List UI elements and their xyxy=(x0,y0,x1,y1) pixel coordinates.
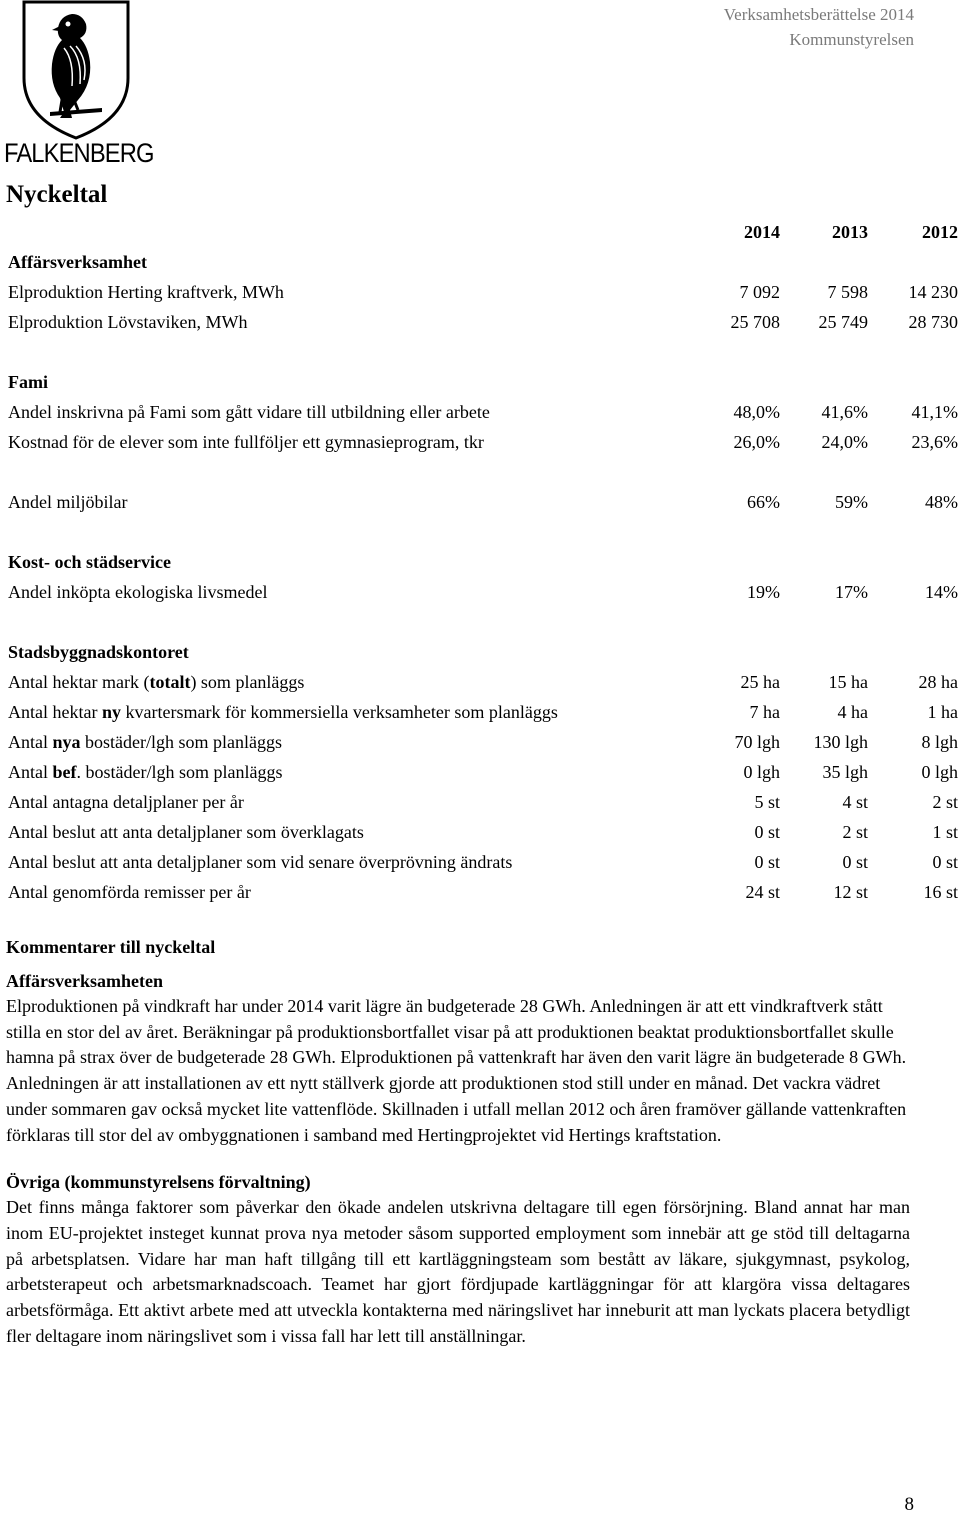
value-2014: 48,0% xyxy=(733,402,780,422)
value-2014: 25 708 xyxy=(730,312,780,332)
section-heading: Fami xyxy=(8,372,48,392)
row-label-post: bostäder/lgh som planläggs xyxy=(80,732,282,752)
comments-heading: Kommentarer till nyckeltal xyxy=(6,937,216,957)
spacer-row xyxy=(8,457,958,487)
table-row xyxy=(8,817,958,847)
value-2012: 48% xyxy=(925,492,958,512)
row-label-pre: Antal xyxy=(8,762,53,782)
value-2014: 70 lgh xyxy=(734,732,780,752)
table-row xyxy=(8,277,958,307)
value-2014: 7 092 xyxy=(739,282,780,302)
document-header xyxy=(724,2,914,52)
spacer-row xyxy=(8,607,958,637)
municipality-logo-text: FALKENBERG xyxy=(4,138,154,168)
value-2012: 23,6% xyxy=(911,432,958,452)
section-text-ovriga: Det finns många faktorer som påverkar den ökade andelen utskrivna deltagare till egen försörjning. Bland annat har man inom EU-projektet insteget kunnat prova nya metoder såsom supported employment som innebär att ge stöd till deltagarna på arbetsplatsen. Vidare har man haft tillgång till ett kartläggningsteam som bestått av läkare, sjukgymnast, psykolog, arbetsterapeut och arbetsmarknadscoach. Teamet har gjort fördjupade kartläggningar för att klargöra vissa deltagares arbetsförmåga. Ett aktivt arbete med att utveckla kontakterna med näringslivet har inneburit att man lyckats placera betydligt fler deltagare inom näringslivet som i vissa fall har lett till anställningar. xyxy=(6,1197,910,1346)
comments-section xyxy=(6,933,910,1349)
value-2012: 28 ha xyxy=(918,672,958,692)
kpi-table xyxy=(8,217,958,907)
header-label-cell xyxy=(8,217,688,247)
section-title-ovriga: Övriga (kommunstyrelsens förvaltning) xyxy=(6,1172,311,1193)
row-label: Kostnad för de elever som inte fullföljer ett gymnasieprogram, tkr xyxy=(8,432,484,452)
value-2012: 41,1% xyxy=(911,402,958,422)
table-row xyxy=(8,307,958,337)
value-2012: 2 st xyxy=(932,792,958,812)
page-title: Nyckeltal xyxy=(6,181,108,208)
value-2014: 26,0% xyxy=(733,432,780,452)
row-label: Antal beslut att anta detaljplaner som vid senare överprövning ändrats xyxy=(8,852,513,872)
value-2012: 1 st xyxy=(932,822,958,842)
table-row xyxy=(8,577,958,607)
spacer-row xyxy=(8,517,958,547)
row-label-emphasis: ny xyxy=(101,702,121,722)
row-label xyxy=(8,667,688,697)
value-2013: 41,6% xyxy=(821,402,868,422)
value-2013: 25 749 xyxy=(818,312,868,332)
row-label: Antal genomförda remisser per år xyxy=(8,882,251,902)
row-label xyxy=(8,697,688,727)
table-row xyxy=(8,697,958,727)
section-heading: Stadsbyggnadskontoret xyxy=(8,642,189,662)
value-2013: 59% xyxy=(835,492,868,512)
table-row xyxy=(8,757,958,787)
section-row xyxy=(8,637,958,667)
value-2014: 66% xyxy=(747,492,780,512)
year-2012-header: 2012 xyxy=(922,222,958,242)
value-2013: 12 st xyxy=(833,882,868,902)
table-row xyxy=(8,727,958,757)
row-label: Andel miljöbilar xyxy=(8,492,128,512)
value-2012: 28 730 xyxy=(908,312,958,332)
row-label-post: ) som planläggs xyxy=(190,672,305,692)
value-2014: 25 ha xyxy=(740,672,780,692)
row-label xyxy=(8,727,688,757)
year-2013-header: 2013 xyxy=(832,222,868,242)
table-row xyxy=(8,487,958,517)
year-2014-header: 2014 xyxy=(744,222,780,242)
row-label-pre: Antal hektar mark ( xyxy=(8,672,150,692)
table-row xyxy=(8,397,958,427)
value-2014: 0 st xyxy=(754,822,780,842)
table-row xyxy=(8,667,958,697)
section-row xyxy=(8,247,958,277)
table-header-row xyxy=(8,217,958,247)
value-2014: 24 st xyxy=(745,882,780,902)
value-2013: 0 st xyxy=(842,852,868,872)
row-label-post: . bostäder/lgh som planläggs xyxy=(76,762,283,782)
row-label: Antal beslut att anta detaljplaner som överklagats xyxy=(8,822,364,842)
row-label-post: kvartersmark för kommersiella verksamheter som planläggs xyxy=(120,702,558,722)
table-row xyxy=(8,877,958,907)
row-label-pre: Antal xyxy=(8,732,53,752)
section-title-affarsverksamheten: Affärsverksamheten xyxy=(6,971,163,991)
value-2013: 24,0% xyxy=(821,432,868,452)
value-2014: 0 st xyxy=(754,852,780,872)
value-2013: 2 st xyxy=(842,822,868,842)
value-2013: 15 ha xyxy=(828,672,868,692)
value-2013: 4 ha xyxy=(837,702,868,722)
table-row xyxy=(8,427,958,457)
row-label xyxy=(8,757,688,787)
row-label: Elproduktion Herting kraftverk, MWh xyxy=(8,282,284,302)
row-label: Andel inköpta ekologiska livsmedel xyxy=(8,582,268,602)
value-2014: 0 lgh xyxy=(743,762,780,782)
table-row xyxy=(8,847,958,877)
value-2012: 8 lgh xyxy=(921,732,958,752)
value-2013: 17% xyxy=(835,582,868,602)
value-2012: 0 st xyxy=(932,852,958,872)
value-2014: 19% xyxy=(747,582,780,602)
value-2014: 5 st xyxy=(754,792,780,812)
row-label-emphasis: bef xyxy=(52,762,77,782)
report-title: Verksamhetsberättelse 2014 xyxy=(723,5,914,24)
row-label-emphasis: nya xyxy=(52,732,81,752)
spacer-row xyxy=(8,337,958,367)
department-name: Kommunstyrelsen xyxy=(789,30,914,49)
section-heading: Affärsverksamhet xyxy=(8,252,147,272)
section-text-affarsverksamheten: Elproduktionen på vindkraft har under 2014 varit lägre än budgeterade 28 GWh. Anledningen är att ett vindkraftverk stått stilla en stor del av året. Beräkningar på produktionsbortfallet visar på att produktionen beaktat produktionsbortfallet skulle hamna på strax över de budgeterade 28 GWh. Elproduktionen på vattenkraft har även den varit lägre än budgeterade 8 GWh. Anledningen är att installationen av ett nytt ställverk gjorde att produktionen stod still under en månad. Det vackra vädret under sommaren gav också mycket lite vattenflöde. Skillnaden i utfall mellan 2012 och åren framöver gällande vattenkraften förklaras till stor del av ombyggnationen i samband med Hertingprojektet vid Hertings kraftstation. xyxy=(6,996,907,1145)
value-2012: 16 st xyxy=(923,882,958,902)
value-2012: 14% xyxy=(925,582,958,602)
value-2012: 0 lgh xyxy=(921,762,958,782)
row-label-emphasis: totalt xyxy=(149,672,191,692)
section-heading: Kost- och städservice xyxy=(8,552,171,572)
page-number: 8 xyxy=(904,1494,914,1515)
value-2013: 4 st xyxy=(842,792,868,812)
row-label-pre: Antal hektar xyxy=(8,702,102,722)
row-label: Elproduktion Lövstaviken, MWh xyxy=(8,312,248,332)
section-row xyxy=(8,547,958,577)
value-2014: 7 ha xyxy=(749,702,780,722)
value-2012: 1 ha xyxy=(927,702,958,722)
value-2013: 130 lgh xyxy=(813,732,868,752)
section-row xyxy=(8,367,958,397)
row-label: Andel inskrivna på Fami som gått vidare till utbildning eller arbete xyxy=(8,402,490,422)
row-label: Antal antagna detaljplaner per år xyxy=(8,792,244,812)
value-2012: 14 230 xyxy=(908,282,958,302)
value-2013: 7 598 xyxy=(827,282,868,302)
table-row xyxy=(8,787,958,817)
value-2013: 35 lgh xyxy=(822,762,868,782)
